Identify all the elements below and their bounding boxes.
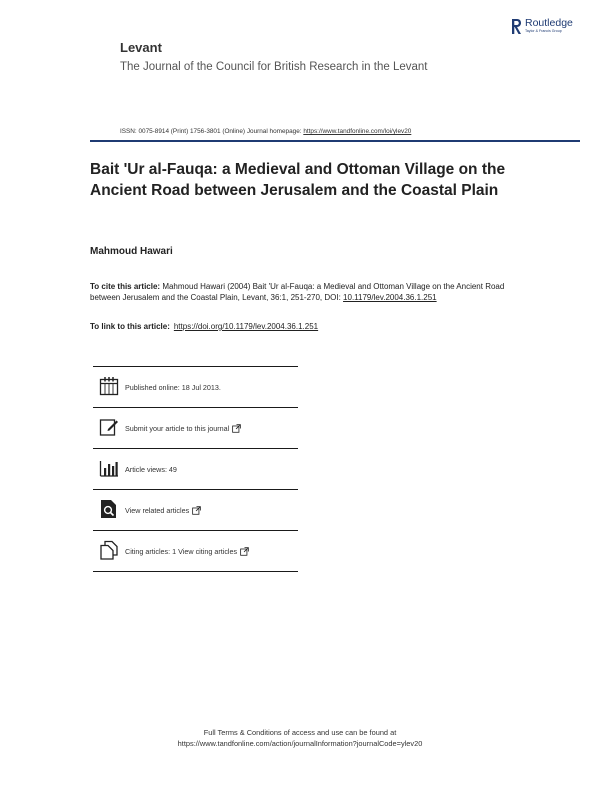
- views-row: [93, 449, 298, 490]
- routledge-logo-icon: [510, 18, 522, 35]
- issn-text: ISSN: 0075-8914 (Print) 1756-3801 (Online) Journal homepage:: [120, 128, 302, 135]
- citation-text: Mahmoud Hawari (2004) Bait 'Ur al-Fauqa: a Medieval and Ottoman Village on the Ancient Road between Jerusalem and the Coastal Plain, Levant, 36:1, 251-270, DOI:: [90, 282, 505, 302]
- citation-block: [90, 281, 515, 303]
- article-doi-url[interactable]: https://doi.org/10.1179/lev.2004.36.1.251: [173, 322, 319, 331]
- publisher-tagline: Taylor & Francis Group: [525, 29, 562, 33]
- article-info-list: [93, 366, 298, 572]
- submit-article-link[interactable]: Submit your article to this journal: [125, 423, 230, 433]
- publisher-logo: [510, 18, 573, 35]
- external-link-icon: [232, 424, 241, 433]
- article-views: Article views: 49: [125, 464, 177, 474]
- article-author: Mahmoud Hawari: [90, 246, 173, 257]
- publisher-name: Routledge: [525, 17, 573, 29]
- header-divider: [90, 140, 580, 142]
- article-link-line: [90, 322, 318, 331]
- citing-articles-link[interactable]: Citing articles: 1 View citing articles: [125, 546, 238, 556]
- article-link-lead: To link to this article:: [90, 322, 170, 331]
- calendar-icon: [99, 376, 119, 396]
- footer-terms: Full Terms & Conditions of access and use can be found at: [203, 728, 397, 737]
- search-document-icon: [99, 499, 119, 519]
- footer: [0, 727, 600, 749]
- citation-doi-link[interactable]: 10.1179/lev.2004.36.1.251: [343, 293, 437, 302]
- article-title: Bait 'Ur al-Fauqa: a Medieval and Ottoman Village on the Ancient Road between Jerusalem and the Coastal Plain: [90, 161, 506, 199]
- external-link-icon: [240, 547, 249, 556]
- issn-line: [120, 128, 411, 135]
- copy-icon: [99, 540, 119, 560]
- related-articles-link[interactable]: View related articles: [125, 505, 190, 515]
- footer-url[interactable]: https://www.tandfonline.com/action/journalInformation?journalCode=ylev20: [177, 739, 423, 748]
- journal-subtitle: The Journal of the Council for British Research in the Levant: [120, 61, 428, 73]
- bar-chart-icon: [99, 458, 119, 478]
- published-date: Published online: 18 Jul 2013.: [125, 382, 221, 392]
- journal-homepage-link[interactable]: https://www.tandfonline.com/loi/ylev20: [303, 128, 412, 135]
- submit-row[interactable]: [93, 408, 298, 449]
- edit-icon: [99, 417, 119, 437]
- journal-title: Levant: [120, 40, 162, 55]
- related-row[interactable]: [93, 490, 298, 531]
- published-row: [93, 366, 298, 408]
- external-link-icon: [192, 506, 201, 515]
- citing-row[interactable]: [93, 531, 298, 572]
- citation-lead: To cite this article:: [90, 282, 161, 291]
